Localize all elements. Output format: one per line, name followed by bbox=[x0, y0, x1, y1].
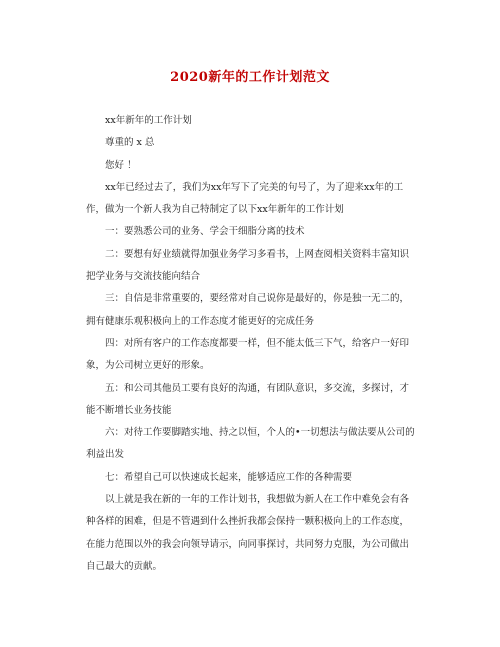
plan-subtitle: xx年新年的工作计划 bbox=[105, 115, 192, 126]
closing-paragraph: 以上就是我在新的一年的工作计划书，我想做为新人在工作中难免会有各种各样的困难，但是不管遇到什么挫折我都会保持一颗积极向上的工作态度，在能力范围以外的我会向领导请示，向同事探讨，共同努力克服，为公司做出自己最大的贡献。 bbox=[86, 494, 410, 572]
page-title: 2020新年的工作计划范文 bbox=[170, 70, 330, 85]
plan-item-2: 二：要想有好业绩就得加强业务学习多看书，上网查阅相关资料丰富知识把学业务与交流技能向结合 bbox=[86, 248, 410, 283]
intro-paragraph: xx年已经过去了，我们为xx年写下了完美的句号了，为了迎来xx年的工作，做为一个新人我为自己特制定了以下xx年新年的工作计划 bbox=[86, 181, 404, 216]
plan-item-1: 一：要熟悉公司的业务、学会干细脂分离的技术 bbox=[105, 226, 305, 238]
document-body bbox=[86, 110, 416, 578]
plan-item-3: 三：自信是非常重要的，要经常对自己说你是最好的，你是独一无二的，拥有健康乐观积极向上的工作态度才能更好的完成任务 bbox=[86, 293, 410, 327]
plan-item-4: 四：对所有客户的工作态度都要一样，但不能太低三下气，给客户一好印象，为公司树立更好的形象。 bbox=[86, 337, 410, 372]
plan-item-5: 五：和公司其他员工要有良好的沟通，有团队意识，多交流，多探讨，才能不断增长业务技能 bbox=[86, 382, 410, 416]
greeting: 您好 ！ bbox=[105, 159, 137, 171]
salutation: 尊重的 x 总 bbox=[105, 137, 155, 149]
plan-item-7: 七：希望自己可以快速成长起来，能够适应工作的各种需要 bbox=[105, 471, 353, 483]
plan-item-6: 六：对待工作要脚踏实地、持之以恒，个人的•一切想法与做法要从公司的利益出发 bbox=[86, 427, 415, 461]
